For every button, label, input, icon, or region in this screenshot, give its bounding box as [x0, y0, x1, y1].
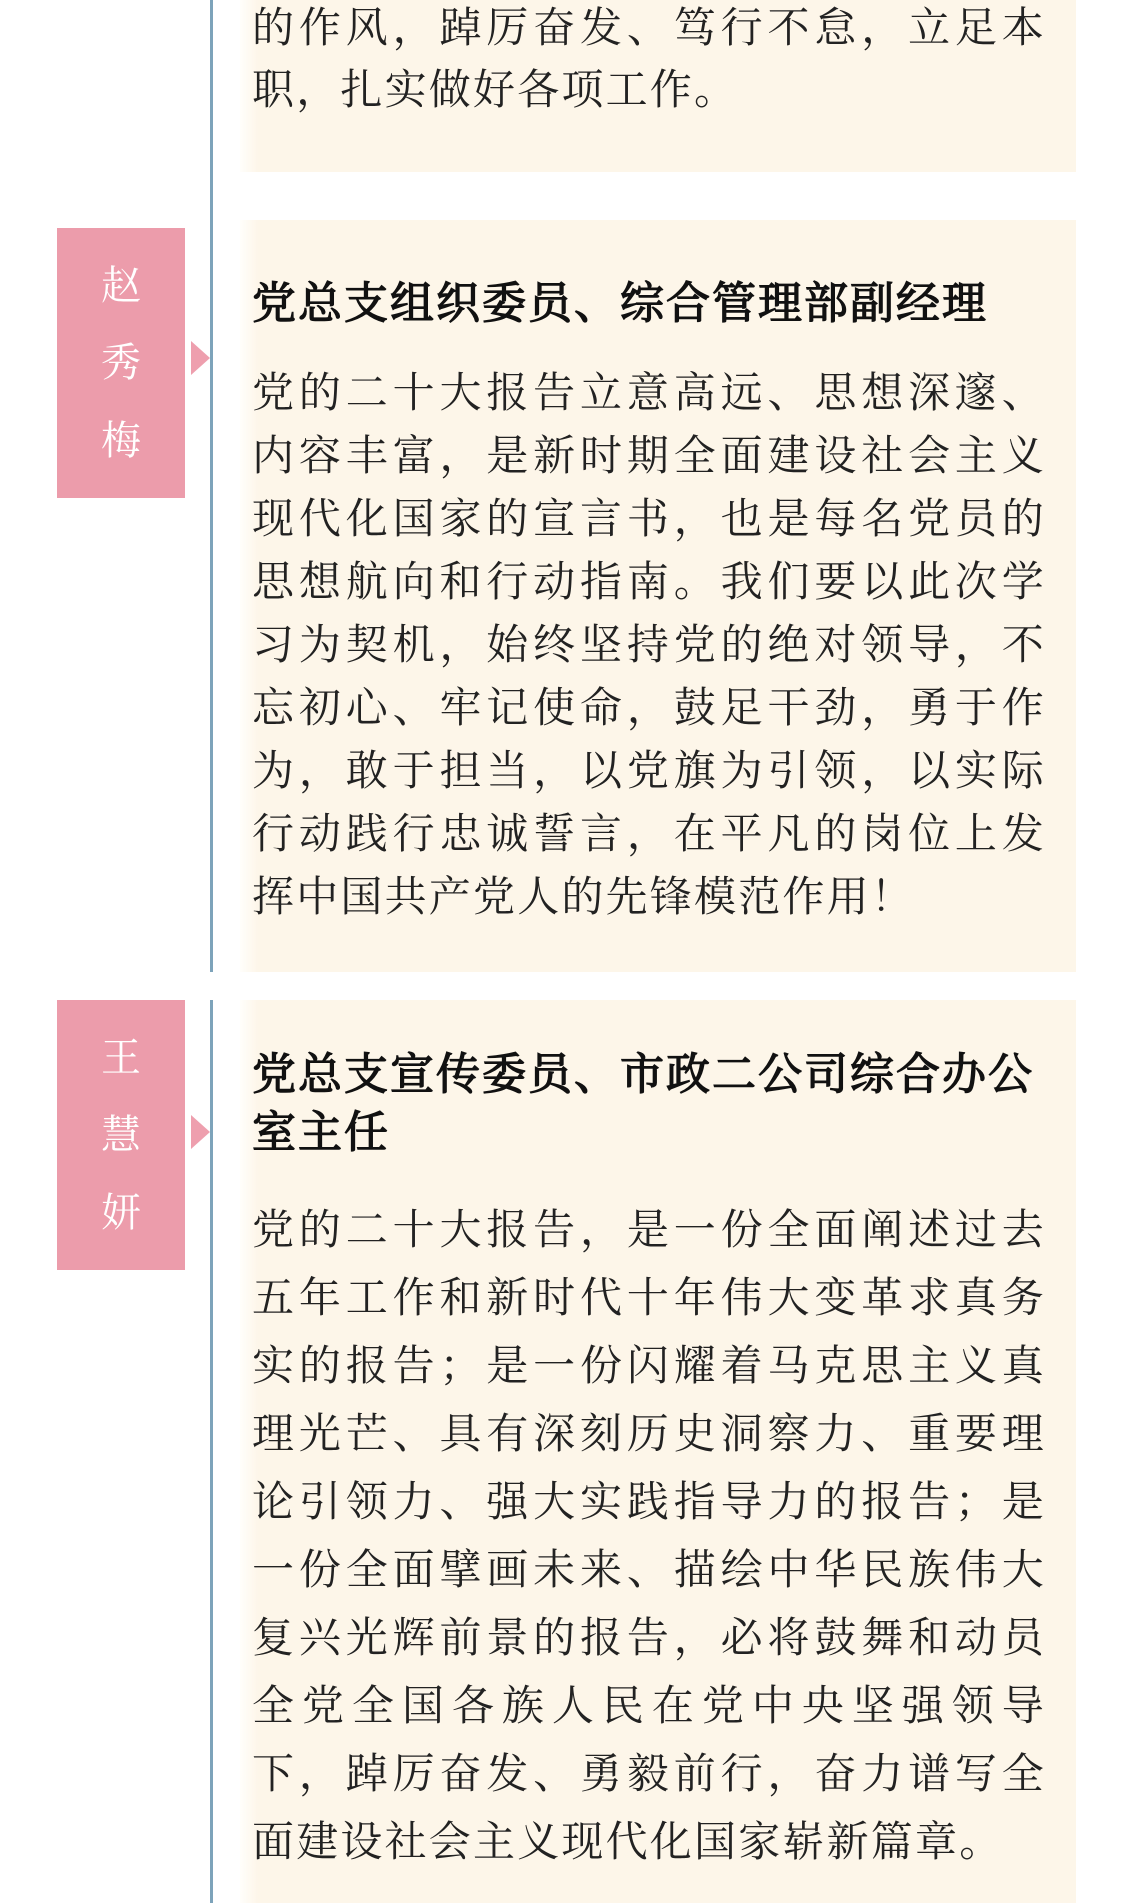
- name-character: 王: [101, 1035, 141, 1080]
- text-line: 行动践行忠诚誓言，在平凡的岗位上发: [252, 810, 1046, 857]
- text-line: 忘初心、牢记使命，鼓足干劲，勇于作: [252, 684, 1046, 731]
- text-line: 面建设社会主义现代化国家崭新篇章。: [252, 1818, 1004, 1865]
- text-line: 党的二十大报告立意高远、思想深邃、: [252, 369, 1046, 416]
- text-line: 下，踔厉奋发、勇毅前行，奋力谱写全: [252, 1750, 1046, 1797]
- name-character: 慧: [101, 1113, 141, 1157]
- text-line: 职，扎实做好各项工作。: [252, 66, 739, 113]
- text-line: 实的报告；是一份闪耀着马克思主义真: [252, 1342, 1046, 1389]
- text-line: 五年工作和新时代十年伟大变革求真务: [252, 1274, 1046, 1321]
- remarks-paragraph: [252, 361, 1046, 928]
- text-line: 为，敢于担当，以党旗为引领，以实际: [252, 747, 1046, 794]
- speaker-name-tag: [57, 1000, 185, 1270]
- text-line: 思想航向和行动指南。我们要以此次学: [252, 558, 1046, 605]
- text-line: 挥中国共产党人的先锋模范作用！: [252, 873, 916, 920]
- previous-remarks-card: [240, 0, 1076, 172]
- arrow-right-icon: [191, 1115, 210, 1149]
- speaker-role-title: [252, 278, 1046, 330]
- arrow-right-icon: [191, 341, 210, 375]
- text-line: 理光芒、具有深刻历史洞察力、重要理: [252, 1410, 1046, 1457]
- text-line: 现代化国家的宣言书，也是每名党员的: [252, 495, 1046, 542]
- text-line: 的作风，踔厉奋发、笃行不怠，立足本: [252, 4, 1046, 51]
- text-line: 党的二十大报告，是一份全面阐述过去: [252, 1206, 1046, 1253]
- name-character: 梅: [101, 418, 141, 463]
- text-line: 复兴光辉前景的报告，必将鼓舞和动员: [252, 1614, 1046, 1661]
- name-character: 秀: [101, 341, 141, 385]
- title-line: 党总支组织委员、综合管理部副经理: [252, 279, 988, 328]
- title-line: 室主任: [252, 1108, 390, 1157]
- speaker-name-tag: [57, 228, 185, 498]
- speaker-remarks-card: [240, 220, 1076, 972]
- text-line: 全党全国各族人民在党中央坚强领导: [252, 1682, 1046, 1729]
- title-line: 党总支宣传委员、市政二公司综合办公: [252, 1050, 1034, 1099]
- name-character: 妍: [101, 1190, 141, 1235]
- remarks-paragraph: [252, 0, 1046, 121]
- remarks-paragraph: [252, 1196, 1046, 1876]
- section-divider-line: [210, 1000, 213, 1903]
- name-character: 赵: [101, 263, 141, 308]
- section-divider-line: [210, 0, 213, 972]
- speaker-remarks-card: [240, 1000, 1076, 1903]
- speaker-role-title: [252, 1046, 1046, 1162]
- text-line: 一份全面擘画未来、描绘中华民族伟大: [252, 1546, 1046, 1593]
- text-line: 习为契机，始终坚持党的绝对领导，不: [252, 621, 1046, 668]
- text-line: 内容丰富，是新时期全面建设社会主义: [252, 432, 1046, 479]
- text-line: 论引领力、强大实践指导力的报告；是: [252, 1478, 1046, 1525]
